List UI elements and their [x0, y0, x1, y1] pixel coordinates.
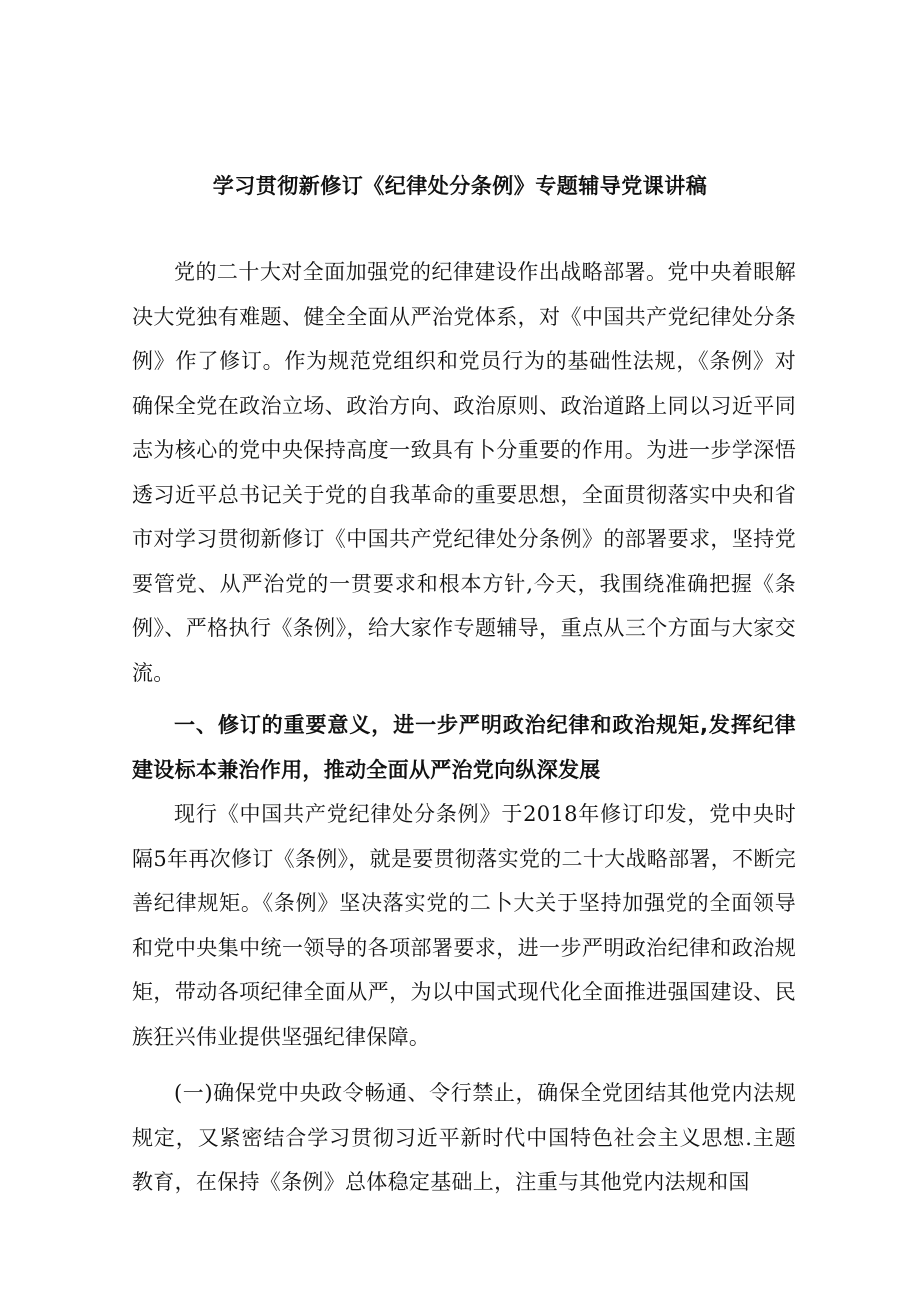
intro-paragraph: 党的二十大对全面加强党的纪律建设作出战略部署。党中央着眼解决大党独有难题、健全全面从严治党体系，对《中国共产党纪律处分条例》作了修订。作为规范党组织和党员行为的基础性法规，《条例》对确保全党在政治立场、政治方向、政治原则、政治道路上同以习近平同志为核心的党中央保持高度一致具有卜分重要的作用。为进一步学深悟透习近平总书记关于党的自我革命的重要思想，全面贯彻落实中央和省市对学习贯彻新修订《中国共产党纪律处分条例》的部署要求，坚持党要管党、从严治党的一贯要求和根本方针,今天，我围绕准确把握《条例》、严格执行《条例》，给大家作专题辅导，重点从三个方面与大家交流。 [132, 260, 796, 685]
document-title: 学习贯彻新修订《纪律处分条例》专题辅导党课讲稿 [212, 174, 708, 198]
subsection-paragraph: (一)确保党中央政令畅通、令行禁止，确保全党团结其他党内法规规定，又紧密结合学习贯彻习近平新时代中国特色社会主义思想.主题教育，在保持《条例》总体稳定基础上，注重与其他党内法规和国 [132, 1081, 796, 1194]
section-paragraph: 现行《中国共产党纪律处分条例》于2018年修订印发，党中央时隔5年再次修订《条例》，就是要贯彻落实党的二十大战略部署，不断完善纪律规矩。《条例》坚决落实党的二卜大关于坚持加强党的全面领导和党中央集中统一领导的各项部署要求，进一步严明政治纪律和政治规矩，带动各项纪律全面从严，为以中国式现代化全面推进强国建设、民族狂兴伟业提供坚强纪律保障。 [132, 802, 796, 1049]
document-body [132, 250, 796, 1205]
section-heading: 一、修订的重要意义，进一步严明政治纪律和政治规矩,发挥纪律建设标本兼治作用，推动全面从严治党向纵深发展 [132, 713, 796, 782]
